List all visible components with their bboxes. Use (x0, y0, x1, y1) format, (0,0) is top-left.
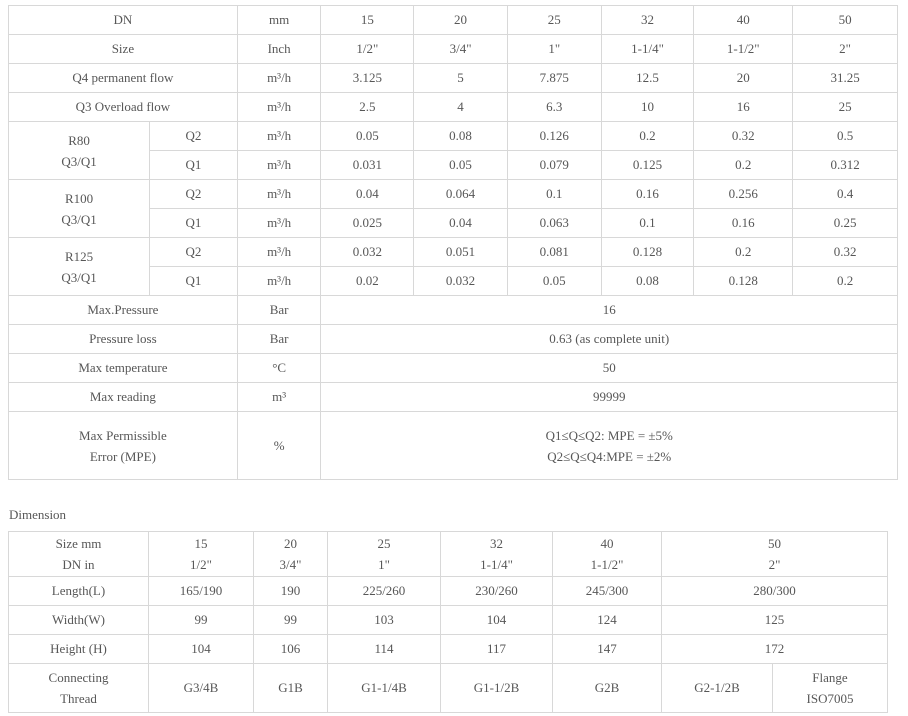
value-cell: 245/300 (553, 577, 662, 606)
value-cell: 25 (507, 6, 601, 35)
sub-label: Q2 (150, 180, 238, 209)
value-cell: 0.5 (793, 122, 898, 151)
value-cell: 147 (553, 635, 662, 664)
value-cell: 0.032 (321, 238, 414, 267)
value-cell: 104 (149, 635, 254, 664)
value-cell: 0.25 (793, 209, 898, 238)
unit-cell: m³/h (237, 122, 321, 151)
value-cell: 6.3 (507, 93, 601, 122)
row-label: Pressure loss (9, 325, 238, 354)
row-q3-overload-flow (9, 93, 898, 122)
value-cell: 99 (149, 606, 254, 635)
row-r80-q2 (9, 122, 898, 151)
row-dn (9, 6, 898, 35)
value-cell: 15 (321, 6, 414, 35)
sub-label: Q2 (150, 238, 238, 267)
value-cell: 99999 (321, 383, 898, 412)
value-cell: 0.032 (414, 267, 508, 296)
value-cell: G3/4B (149, 664, 254, 713)
value-cell: 0.04 (321, 180, 414, 209)
value-cell: 0.064 (414, 180, 508, 209)
value-cell: 20 (694, 64, 793, 93)
ratio-label-r80: R80 Q3/Q1 (9, 122, 150, 180)
value-cell: 4 (414, 93, 508, 122)
value-cell: 0.126 (507, 122, 601, 151)
value-cell: 0.2 (601, 122, 694, 151)
value-cell: 0.04 (414, 209, 508, 238)
row-connecting-thread (9, 664, 888, 713)
value-cell: G1-1/4B (328, 664, 441, 713)
sub-label: Q1 (150, 209, 238, 238)
value-cell: 0.128 (694, 267, 793, 296)
row-label: Height (H) (9, 635, 149, 664)
unit-cell: Inch (237, 35, 321, 64)
value-cell: 0.08 (601, 267, 694, 296)
unit-cell: m³/h (237, 64, 321, 93)
value-cell: 0.05 (321, 122, 414, 151)
value-cell: G1B (254, 664, 328, 713)
unit-cell: m³/h (237, 151, 321, 180)
value-cell: 125 (662, 606, 888, 635)
value-cell: 1-1/4" (601, 35, 694, 64)
value-cell: 16 (321, 296, 898, 325)
unit-cell: °C (237, 354, 321, 383)
unit-cell: Bar (237, 325, 321, 354)
unit-cell: m³/h (237, 93, 321, 122)
value-cell: 0.1 (601, 209, 694, 238)
row-length (9, 577, 888, 606)
unit-cell: m³/h (237, 267, 321, 296)
value-cell: 0.05 (414, 151, 508, 180)
value-cell: G1-1/2B (441, 664, 553, 713)
value-cell: 0.025 (321, 209, 414, 238)
size-header-cell: 15 1/2" (149, 532, 254, 577)
value-cell: Q1≤Q≤Q2: MPE = ±5% Q2≤Q≤Q4:MPE = ±2% (321, 412, 898, 480)
value-cell: 225/260 (328, 577, 441, 606)
value-cell: 0.08 (414, 122, 508, 151)
value-cell: 2.5 (321, 93, 414, 122)
value-cell: 50 (793, 6, 898, 35)
unit-cell: mm (237, 6, 321, 35)
value-cell: 104 (441, 606, 553, 635)
value-cell: 0.2 (694, 238, 793, 267)
sub-label: Q1 (150, 267, 238, 296)
value-cell: 0.63 (as complete unit) (321, 325, 898, 354)
value-cell: 32 (601, 6, 694, 35)
row-label: Q4 permanent flow (9, 64, 238, 93)
unit-cell: m³ (237, 383, 321, 412)
value-cell: 50 (321, 354, 898, 383)
size-header-cell: 50 2" (662, 532, 888, 577)
value-cell: 230/260 (441, 577, 553, 606)
value-cell: 2" (793, 35, 898, 64)
value-cell: 0.125 (601, 151, 694, 180)
value-cell: 31.25 (793, 64, 898, 93)
value-cell: 3/4" (414, 35, 508, 64)
value-cell: 165/190 (149, 577, 254, 606)
size-header-cell: 25 1" (328, 532, 441, 577)
row-label: Connecting Thread (9, 664, 149, 713)
row-q4-permanent-flow (9, 64, 898, 93)
value-cell: 1/2" (321, 35, 414, 64)
dimension-table (8, 531, 888, 713)
value-cell: 10 (601, 93, 694, 122)
row-height (9, 635, 888, 664)
sub-label: Q2 (150, 122, 238, 151)
unit-cell: m³/h (237, 209, 321, 238)
value-cell: 0.2 (694, 151, 793, 180)
size-header-cell: 40 1-1/2" (553, 532, 662, 577)
unit-cell: m³/h (237, 238, 321, 267)
dimension-header-row (9, 532, 888, 577)
value-cell: 0.256 (694, 180, 793, 209)
value-cell: 0.312 (793, 151, 898, 180)
value-cell: 172 (662, 635, 888, 664)
row-label: Size mm DN in (9, 532, 149, 577)
value-cell: 0.32 (694, 122, 793, 151)
value-cell: 0.2 (793, 267, 898, 296)
value-cell: 0.32 (793, 238, 898, 267)
value-cell: 117 (441, 635, 553, 664)
row-size (9, 35, 898, 64)
value-cell: 1-1/2" (694, 35, 793, 64)
unit-cell: % (237, 412, 321, 480)
row-pressure-loss (9, 325, 898, 354)
value-cell: 20 (414, 6, 508, 35)
value-cell: G2B (553, 664, 662, 713)
value-cell: 0.02 (321, 267, 414, 296)
spec-table (8, 5, 898, 480)
value-cell: 190 (254, 577, 328, 606)
value-cell: 280/300 (662, 577, 888, 606)
value-cell: 0.051 (414, 238, 508, 267)
value-cell: 0.16 (694, 209, 793, 238)
row-r100-q2 (9, 180, 898, 209)
value-cell: 114 (328, 635, 441, 664)
row-label: Max reading (9, 383, 238, 412)
row-max-reading (9, 383, 898, 412)
value-cell: 7.875 (507, 64, 601, 93)
unit-cell: Bar (237, 296, 321, 325)
value-cell: 99 (254, 606, 328, 635)
value-cell: 0.1 (507, 180, 601, 209)
unit-cell: m³/h (237, 180, 321, 209)
value-cell: 0.081 (507, 238, 601, 267)
value-cell: 1" (507, 35, 601, 64)
row-max-temperature (9, 354, 898, 383)
row-label: Max temperature (9, 354, 238, 383)
value-cell: 124 (553, 606, 662, 635)
value-cell: 25 (793, 93, 898, 122)
row-r125-q2 (9, 238, 898, 267)
size-header-cell: 32 1-1/4" (441, 532, 553, 577)
value-cell: 0.128 (601, 238, 694, 267)
value-cell: G2-1/2B (662, 664, 773, 713)
row-label: Length(L) (9, 577, 149, 606)
value-cell: 12.5 (601, 64, 694, 93)
value-cell: 0.4 (793, 180, 898, 209)
row-label: DN (9, 6, 238, 35)
size-header-cell: 20 3/4" (254, 532, 328, 577)
value-cell: 3.125 (321, 64, 414, 93)
value-cell: 0.079 (507, 151, 601, 180)
value-cell: 103 (328, 606, 441, 635)
row-label: Q3 Overload flow (9, 93, 238, 122)
dimension-title: Dimension (9, 507, 67, 522)
value-cell: 0.16 (601, 180, 694, 209)
flange-cell: Flange ISO7005 (773, 664, 888, 713)
row-mpe (9, 412, 898, 480)
value-cell: 5 (414, 64, 508, 93)
row-width (9, 606, 888, 635)
value-cell: 0.031 (321, 151, 414, 180)
row-label: Width(W) (9, 606, 149, 635)
value-cell: 16 (694, 93, 793, 122)
row-label: Size (9, 35, 238, 64)
value-cell: 106 (254, 635, 328, 664)
sub-label: Q1 (150, 151, 238, 180)
row-label: Max Permissible Error (MPE) (9, 412, 238, 480)
row-max-pressure (9, 296, 898, 325)
ratio-label-r100: R100 Q3/Q1 (9, 180, 150, 238)
ratio-label-r125: R125 Q3/Q1 (9, 238, 150, 296)
value-cell: 40 (694, 6, 793, 35)
value-cell: 0.063 (507, 209, 601, 238)
value-cell: 0.05 (507, 267, 601, 296)
row-label: Max.Pressure (9, 296, 238, 325)
